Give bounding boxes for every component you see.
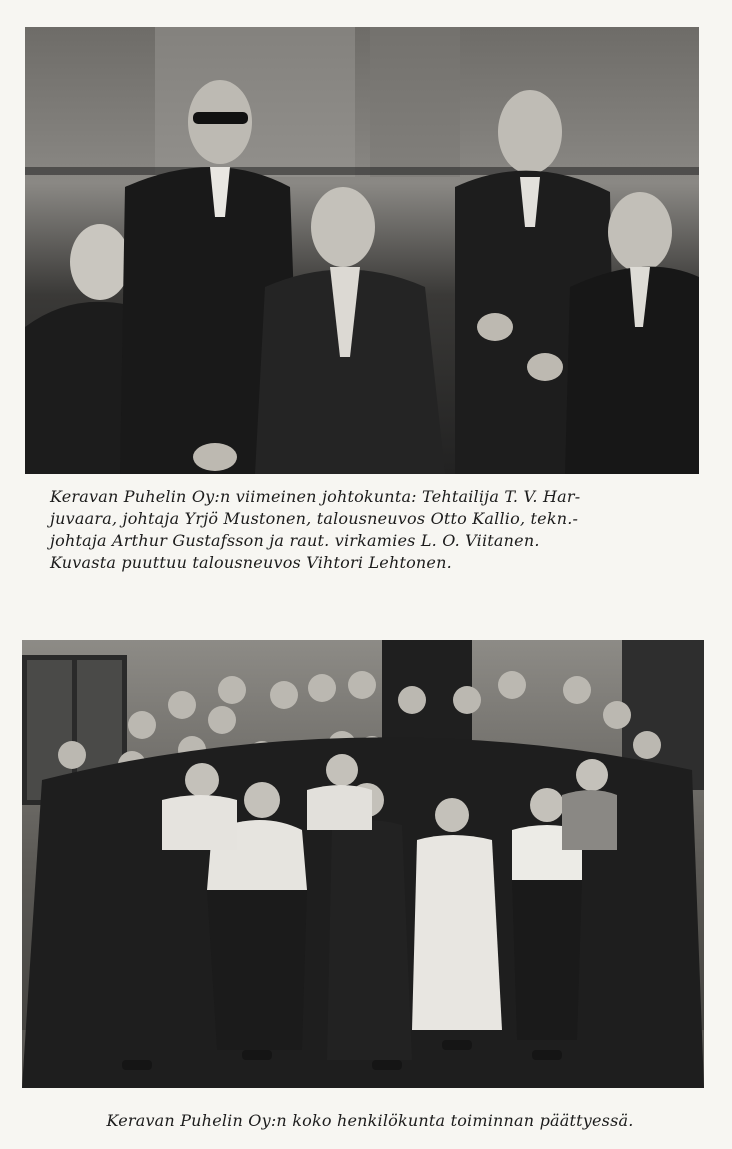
board-photo-image	[25, 27, 699, 474]
caption-line: Kuvasta puuttuu talousneuvos Vihtori Lehtonen.	[50, 553, 452, 572]
caption-line: johtaja Arthur Gustafsson ja raut. virkamies L. O. Viitanen.	[50, 531, 540, 550]
caption-line: juvaara, johtaja Yrjö Mustonen, talousneuvos Otto Kallio, tekn.-	[50, 509, 579, 528]
staff-photo-caption: Keravan Puhelin Oy:n koko henkilökunta toiminnan päättyessä.	[106, 1111, 634, 1130]
staff-photo	[22, 640, 704, 1088]
board-photo-caption	[50, 486, 700, 574]
caption-line: Keravan Puhelin Oy:n viimeinen johtokunta: Tehtailija T. V. Har-	[50, 487, 581, 506]
board-photo	[25, 27, 699, 474]
staff-photo-image	[22, 640, 704, 1088]
